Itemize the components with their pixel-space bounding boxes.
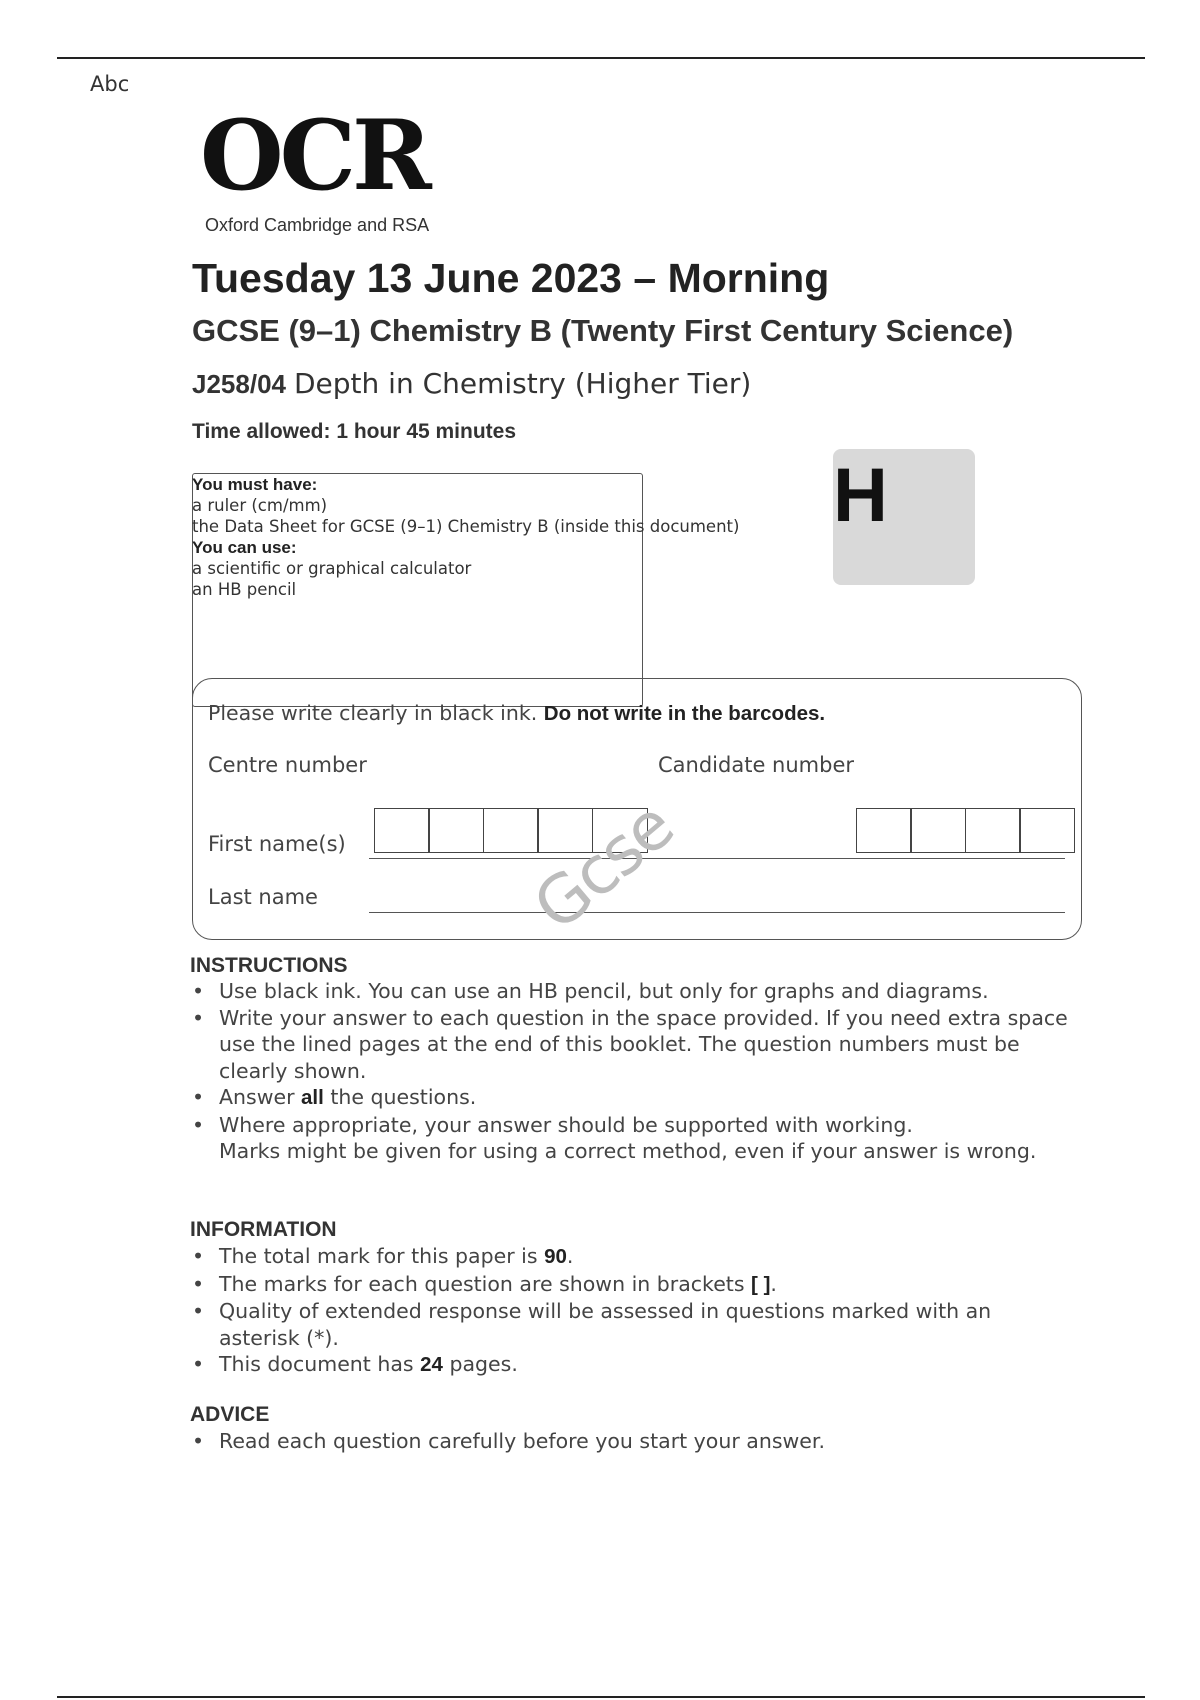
exam-date: Tuesday 13 June 2023 – Morning bbox=[192, 255, 830, 301]
information-item: • This document has 24 pages. bbox=[192, 1351, 1072, 1379]
paper-name: Depth in Chemistry (Higher Tier) bbox=[293, 367, 752, 400]
advice-heading: ADVICE bbox=[190, 1403, 270, 1426]
candidate-digit-box[interactable] bbox=[965, 808, 1021, 853]
must-have-item: the Data Sheet for GCSE (9–1) Chemistry B (inside this document) bbox=[192, 517, 740, 536]
can-use-item: a scientific or graphical calculator bbox=[192, 559, 472, 578]
information-item: • The total mark for this paper is 90. bbox=[192, 1243, 1072, 1271]
requirements-list bbox=[192, 474, 739, 600]
ocr-logo-subtitle: Oxford Cambridge and RSA bbox=[205, 215, 430, 235]
time-allowed: Time allowed: 1 hour 45 minutes bbox=[192, 420, 517, 443]
information-item: • The marks for each question are shown in brackets [ ]. bbox=[192, 1271, 1072, 1299]
last-name-label: Last name bbox=[208, 885, 318, 909]
first-name-label: First name(s) bbox=[208, 832, 346, 856]
instruction-item: • Answer all the questions. bbox=[192, 1084, 1072, 1112]
advice-list bbox=[192, 1428, 1072, 1455]
must-have-item: a ruler (cm/mm) bbox=[192, 496, 328, 515]
ink-instruction-bold: Do not write in the barcodes. bbox=[543, 702, 826, 725]
must-have-heading: You must have: bbox=[192, 475, 318, 494]
can-use-item: an HB pencil bbox=[192, 580, 297, 599]
candidate-digit-box[interactable] bbox=[910, 808, 966, 853]
centre-digit-box[interactable] bbox=[483, 808, 539, 853]
centre-number-label: Centre number bbox=[208, 753, 367, 777]
tier-letter: H bbox=[833, 453, 888, 538]
exam-title: GCSE (9–1) Chemistry B (Twenty First Century Science) bbox=[192, 313, 1014, 348]
instructions-heading: INSTRUCTIONS bbox=[190, 954, 348, 977]
instructions-list bbox=[192, 978, 1072, 1165]
candidate-digit-box[interactable] bbox=[856, 808, 912, 853]
paper-code: J258/04 bbox=[192, 369, 286, 399]
instruction-item: • Write your answer to each question in the space provided. If you need extra space use the lined pages at the end of this booklet. The question numbers must be clearly shown. bbox=[192, 1005, 1072, 1085]
ink-instruction-plain: Please write clearly in black ink. bbox=[208, 701, 538, 725]
advice-item: • Read each question carefully before you start your answer. bbox=[192, 1428, 1072, 1455]
gcse-watermark: Gcse bbox=[519, 787, 688, 946]
top-rule bbox=[57, 57, 1145, 59]
last-name-line[interactable] bbox=[369, 912, 1065, 913]
paper-line bbox=[192, 367, 751, 400]
centre-digit-box[interactable] bbox=[428, 808, 484, 853]
information-heading: INFORMATION bbox=[190, 1218, 337, 1241]
can-use-heading: You can use: bbox=[192, 538, 297, 557]
candidate-number-boxes[interactable] bbox=[857, 808, 1075, 853]
ocr-logo: OCR bbox=[200, 99, 428, 212]
candidate-digit-box[interactable] bbox=[1019, 808, 1075, 853]
instruction-item: • Where appropriate, your answer should be supported with working. Marks might be given for using a correct method, even if your answer is wrong. bbox=[192, 1112, 1072, 1165]
first-name-line[interactable] bbox=[369, 858, 1065, 859]
centre-digit-box[interactable] bbox=[374, 808, 430, 853]
information-list bbox=[192, 1243, 1072, 1379]
information-item: • Quality of extended response will be assessed in questions marked with an asterisk (*). bbox=[192, 1298, 1072, 1351]
header-label: Abc bbox=[90, 72, 130, 96]
candidate-number-label: Candidate number bbox=[658, 753, 854, 777]
bottom-rule bbox=[57, 1696, 1145, 1698]
instruction-item: • Use black ink. You can use an HB pencil, but only for graphs and diagrams. bbox=[192, 978, 1072, 1005]
ink-instruction bbox=[208, 701, 825, 726]
